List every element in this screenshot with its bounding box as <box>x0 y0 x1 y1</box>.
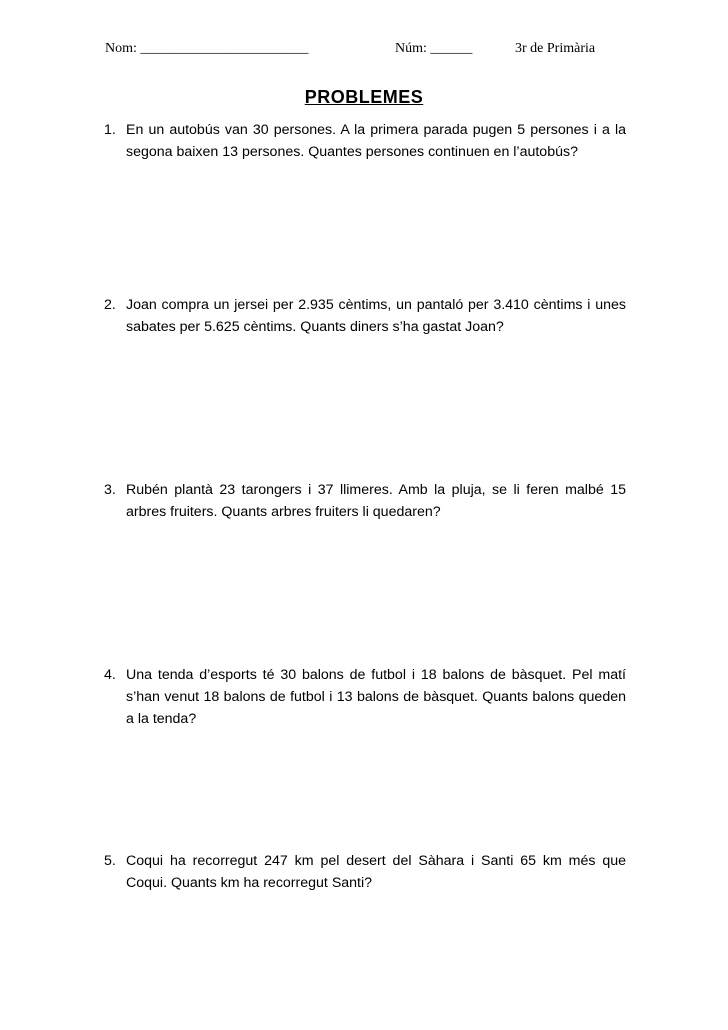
problem-number: 2. <box>104 297 116 313</box>
page-title: PROBLEMES <box>304 87 424 107</box>
problem-item <box>104 850 626 894</box>
problem-text: Rubén plantà 23 tarongers i 37 llimeres. Amb la pluja, se li feren malbé 15 arbres fruiters. Quants arbres fruiters li quedaren? <box>126 482 626 520</box>
problem-text: Una tenda d’esports té 30 balons de futbol i 18 balons de bàsquet. Pel matí s’han venut 18 balons de futbol i 13 balons de bàsquet. Quants balons queden a la tenda? <box>126 667 626 727</box>
grade-label: 3r de Primària <box>515 41 596 56</box>
problem-item <box>104 294 626 338</box>
worksheet-header <box>105 41 632 61</box>
problem-text: Joan compra un jersei per 2.935 cèntims, un pantaló per 3.410 cèntims i unes sabates per 5.625 cèntims. Quants diners s’ha gastat Joan? <box>126 297 626 335</box>
problem-number: 5. <box>104 853 116 869</box>
problem-text: En un autobús van 30 persones. A la primera parada pugen 5 persones i a la segona baixen 13 persones. Quantes persones continuen en l’autobús? <box>126 122 626 160</box>
problem-number: 3. <box>104 482 116 498</box>
name-field-label: Nom: ________________________ <box>105 41 309 56</box>
problem-item <box>104 479 626 523</box>
problem-item <box>104 119 626 163</box>
problem-number: 1. <box>104 122 116 138</box>
number-field-label: Núm: ______ <box>395 41 473 56</box>
problem-item <box>104 664 626 730</box>
problem-text: Coqui ha recorregut 247 km pel desert del Sàhara i Santi 65 km més que Coqui. Quants km ha recorregut Santi? <box>126 853 626 891</box>
problem-number: 4. <box>104 667 116 683</box>
